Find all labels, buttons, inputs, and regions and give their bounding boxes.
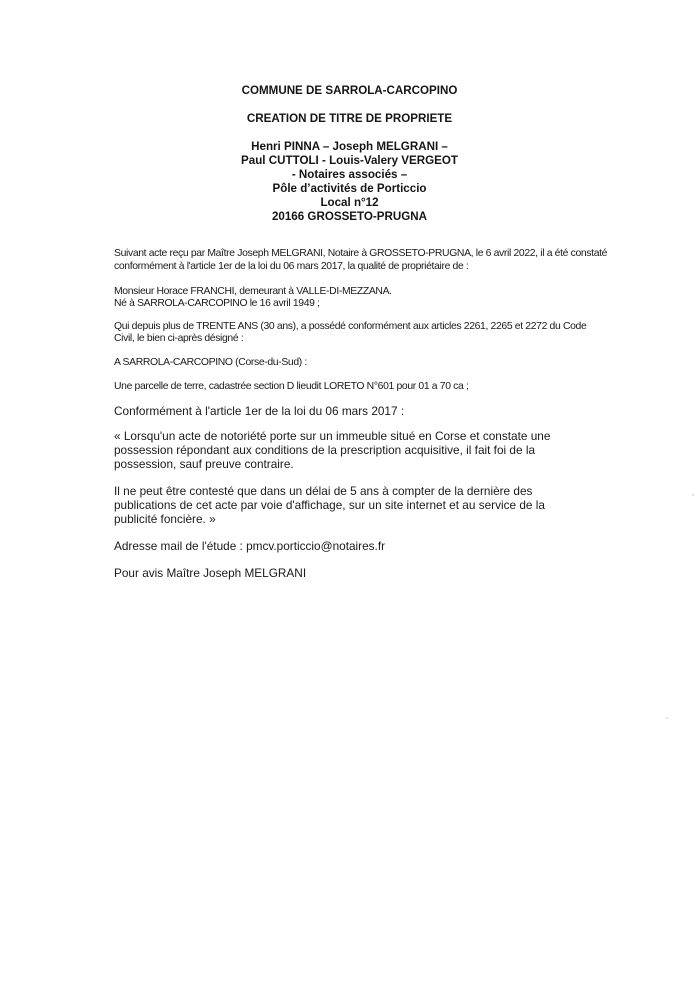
scan-speck <box>692 494 694 496</box>
quote-line-3: possession, sauf preuve contraire. <box>114 457 294 471</box>
paragraph-law-reference: Conformément à l'article 1er de la loi du 06 mars 2017 : <box>114 404 405 418</box>
paragraph-deed-line-1: Suivant acte reçu par Maître Joseph MELGRANI, Notaire à GROSSETO-PRUGNA, le 6 avril 2022, il a été constaté <box>114 248 608 259</box>
paragraph-parcel: Une parcelle de terre, cadastrée section D lieudit LORETO N°601 pour 01 a 70 ca ; <box>114 381 469 392</box>
scan-speck <box>666 717 668 719</box>
paragraph-possession-line-2: Civil, le bien ci-après désigné : <box>114 333 244 344</box>
document-title: CREATION DE TITRE DE PROPRIETE <box>246 112 453 125</box>
paragraph-deed-line-2: conformément à l'article 1er de la loi du 06 mars 2017, la qualité de propriétaire de : <box>114 261 469 272</box>
quote-line-2: possession répondant aux conditions de la prescription acquisitive, il fait foi de la <box>114 443 536 457</box>
notaries-line-2: Paul CUTTOLI - Louis-Valery VERGEOT <box>241 154 458 167</box>
quote-line-1: « Lorsqu'un acte de notoriété porte sur un immeuble situé en Corse et constate une <box>114 429 551 443</box>
email-label: Adresse mail de l'étude : <box>114 539 247 553</box>
quote-line-5: publications de cet acte par voie d'affichage, sur un site internet et au service de la <box>114 498 545 512</box>
signature-line: Pour avis Maître Joseph MELGRANI <box>114 566 307 580</box>
paragraph-owner-line-1: Monsieur Horace FRANCHI, demeurant à VALLE-DI-MEZZANA. <box>114 286 392 297</box>
quote-line-4: Il ne peut être contesté que dans un délai de 5 ans à compter de la dernière des <box>114 484 533 498</box>
commune-title: COMMUNE DE SARROLA-CARCOPINO <box>241 84 458 97</box>
address-line-3: 20166 GROSSETO-PRUGNA <box>271 210 428 223</box>
notaries-line-3: - Notaires associés – <box>291 168 408 181</box>
quote-line-6: publicité foncière. » <box>114 512 216 526</box>
email-line <box>114 539 385 553</box>
notaries-line-1: Henri PINNA – Joseph MELGRANI – <box>251 140 448 153</box>
paragraph-location: A SARROLA-CARCOPINO (Corse-du-Sud) : <box>114 357 307 368</box>
address-line-1: Pôle d’activités de Porticcio <box>272 182 427 195</box>
address-line-2: Local n°12 <box>320 196 379 209</box>
paragraph-owner-line-2: Né à SARROLA-CARCOPINO le 16 avril 1949 ; <box>114 298 320 309</box>
email-address: pmcv.porticcio@notaires.fr <box>246 539 386 553</box>
paragraph-possession-line-1: Qui depuis plus de TRENTE ANS (30 ans), a possédé conformément aux articles 2261, 2265 et 2272 du Code <box>114 321 587 332</box>
